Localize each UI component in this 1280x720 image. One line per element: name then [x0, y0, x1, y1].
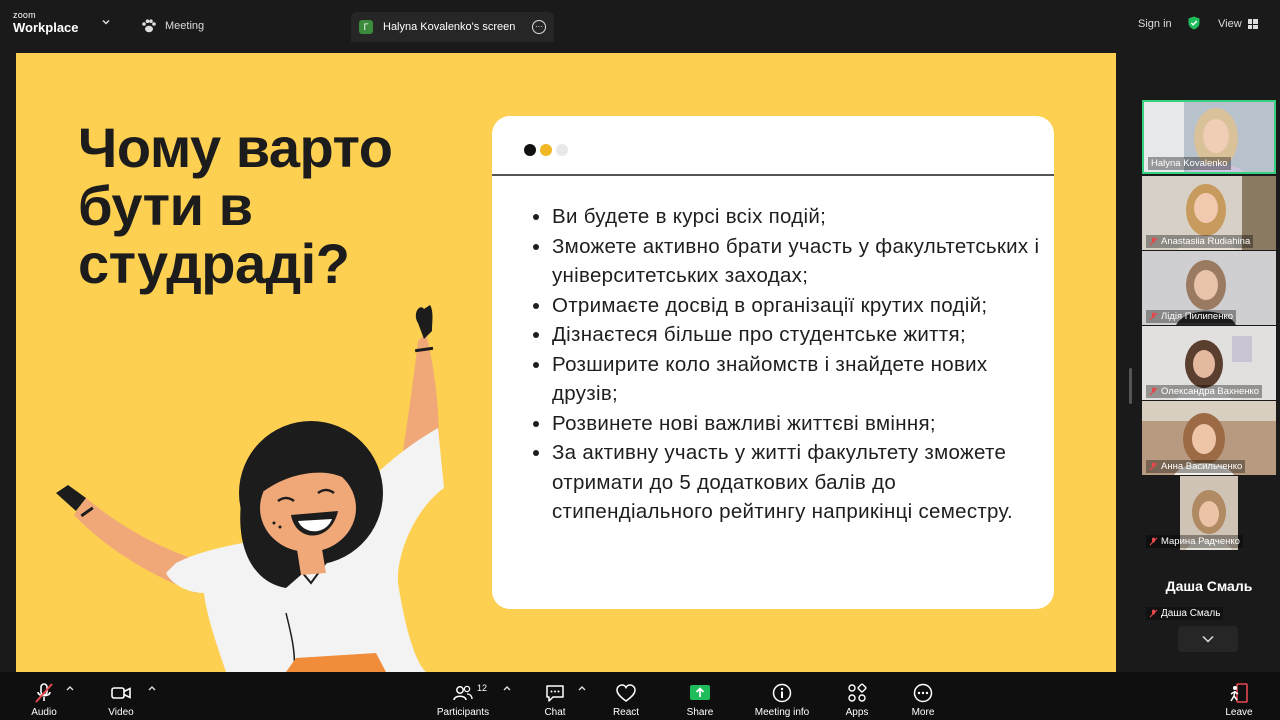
muted-mic-icon — [1149, 462, 1158, 471]
video-label: Video — [108, 707, 134, 718]
video-button[interactable] — [103, 678, 139, 718]
top-bar — [0, 0, 1280, 44]
share-label: Share — [686, 707, 714, 718]
paw-icon — [141, 19, 157, 33]
cheering-woman-illustration — [46, 253, 466, 672]
tab-meeting[interactable] — [141, 17, 204, 35]
leave-door-icon — [1228, 683, 1250, 703]
info-icon — [771, 683, 793, 703]
chat-options-chevron-icon[interactable] — [577, 684, 587, 692]
muted-mic-icon — [1149, 609, 1158, 618]
view-button-label: View — [1218, 18, 1242, 30]
video-tile-anna[interactable] — [1142, 401, 1276, 475]
tab-shared-screen[interactable] — [351, 12, 554, 42]
card-divider — [492, 174, 1054, 176]
shield-check-icon[interactable] — [1187, 16, 1201, 30]
window-dots — [524, 144, 568, 156]
chat-button[interactable] — [539, 678, 571, 718]
share-screen-icon — [689, 683, 711, 703]
audio-button[interactable] — [26, 678, 62, 718]
more-dots-icon — [912, 683, 934, 703]
chat-label: Chat — [544, 707, 566, 718]
video-tile-lidiia[interactable] — [1142, 251, 1276, 325]
video-camera-icon — [110, 683, 132, 703]
leave-label: Leave — [1225, 707, 1253, 718]
muted-mic-icon — [1149, 537, 1158, 546]
video-tile-maryna[interactable] — [1142, 476, 1276, 550]
video-options-chevron-icon[interactable] — [147, 684, 157, 692]
list-item: Отримаєте досвід в організації крутих подій; — [530, 291, 1040, 321]
participants-count: 12 — [477, 683, 488, 693]
reasons-card — [492, 116, 1054, 609]
gallery-scroll-down-button[interactable] — [1178, 626, 1238, 652]
apps-button[interactable] — [842, 678, 872, 718]
slide-title: Чому варто бути в студраді? — [78, 116, 393, 295]
presentation-slide — [16, 53, 1116, 672]
audio-options-chevron-icon[interactable] — [65, 684, 75, 692]
video-tile-halyna[interactable] — [1142, 100, 1276, 174]
list-item: Розширите коло знайомств і знайдете нових друзів; — [530, 350, 1040, 409]
screen-share-icon: Г — [359, 20, 373, 34]
chevron-down-icon — [1202, 635, 1214, 643]
audio-label: Audio — [31, 707, 57, 718]
participant-name: Anastasiia Rudiahina — [1146, 235, 1253, 248]
sign-in-button[interactable]: Sign in — [1138, 18, 1172, 30]
more-button[interactable] — [908, 678, 938, 718]
muted-mic-icon — [1149, 387, 1158, 396]
share-button[interactable] — [684, 678, 716, 718]
shared-screen-area — [0, 44, 1132, 672]
tab-meeting-label: Meeting — [165, 20, 205, 32]
leave-button[interactable] — [1222, 678, 1256, 718]
participant-name: Олександра Вахненко — [1146, 385, 1262, 398]
logo-line2: Workplace — [13, 20, 79, 35]
react-label: React — [612, 707, 640, 718]
no-video-participant-name: Даша Смаль — [1165, 578, 1253, 594]
participant-name: Halyna Kovalenko — [1148, 157, 1231, 170]
list-item: За активну участь у житті факультету зможете отримати до 5 додаткових балів до стипендіального рейтингу наприкінці семестру. — [530, 438, 1040, 527]
grid-icon — [1248, 19, 1258, 29]
dot-light — [556, 144, 568, 156]
list-item: Зможете активно брати участь у факультетських і університетських заходах; — [530, 232, 1040, 291]
logo-line1: zoom — [13, 10, 36, 20]
tab-shared-screen-label: Halyna Kovalenko's screen — [383, 21, 516, 33]
muted-mic-icon — [1149, 312, 1158, 321]
list-item: Ви будете в курсі всіх подій; — [530, 202, 1040, 232]
video-tile-anastasiia[interactable] — [1142, 176, 1276, 250]
zoom-workplace-logo[interactable] — [13, 11, 79, 34]
more-options-icon[interactable]: ··· — [532, 20, 546, 34]
heart-icon — [615, 683, 637, 703]
chat-bubble-icon — [544, 683, 566, 703]
no-video-participant-label: Даша Смаль — [1146, 607, 1223, 620]
apps-label: Apps — [845, 707, 869, 718]
chevron-down-icon[interactable] — [100, 16, 112, 28]
more-label: More — [911, 707, 935, 718]
react-button[interactable] — [610, 678, 642, 718]
list-item: Дізнаєтеся більше про студентське життя; — [530, 320, 1040, 350]
participants-options-chevron-icon[interactable] — [502, 684, 512, 692]
apps-icon — [846, 683, 868, 703]
meeting-info-button[interactable] — [750, 678, 814, 718]
participant-name: Анна Васильченко — [1146, 460, 1245, 473]
view-button[interactable] — [1210, 12, 1266, 36]
muted-mic-icon — [1149, 237, 1158, 246]
meeting-toolbar — [0, 672, 1280, 720]
participants-label: Participants — [436, 707, 490, 718]
participant-name: Марина Радченко — [1146, 535, 1243, 548]
dot-black — [524, 144, 536, 156]
muted-mic-icon — [33, 683, 55, 703]
reasons-list — [530, 202, 1040, 527]
video-tile-oleksandra[interactable] — [1142, 326, 1276, 400]
participant-name: Лідія Пилипенко — [1146, 310, 1236, 323]
list-item: Розвинете нові важливі життєві вміння; — [530, 409, 1040, 439]
dot-yellow — [540, 144, 552, 156]
participants-icon — [452, 683, 474, 703]
meeting-info-label: Meeting info — [754, 707, 810, 718]
